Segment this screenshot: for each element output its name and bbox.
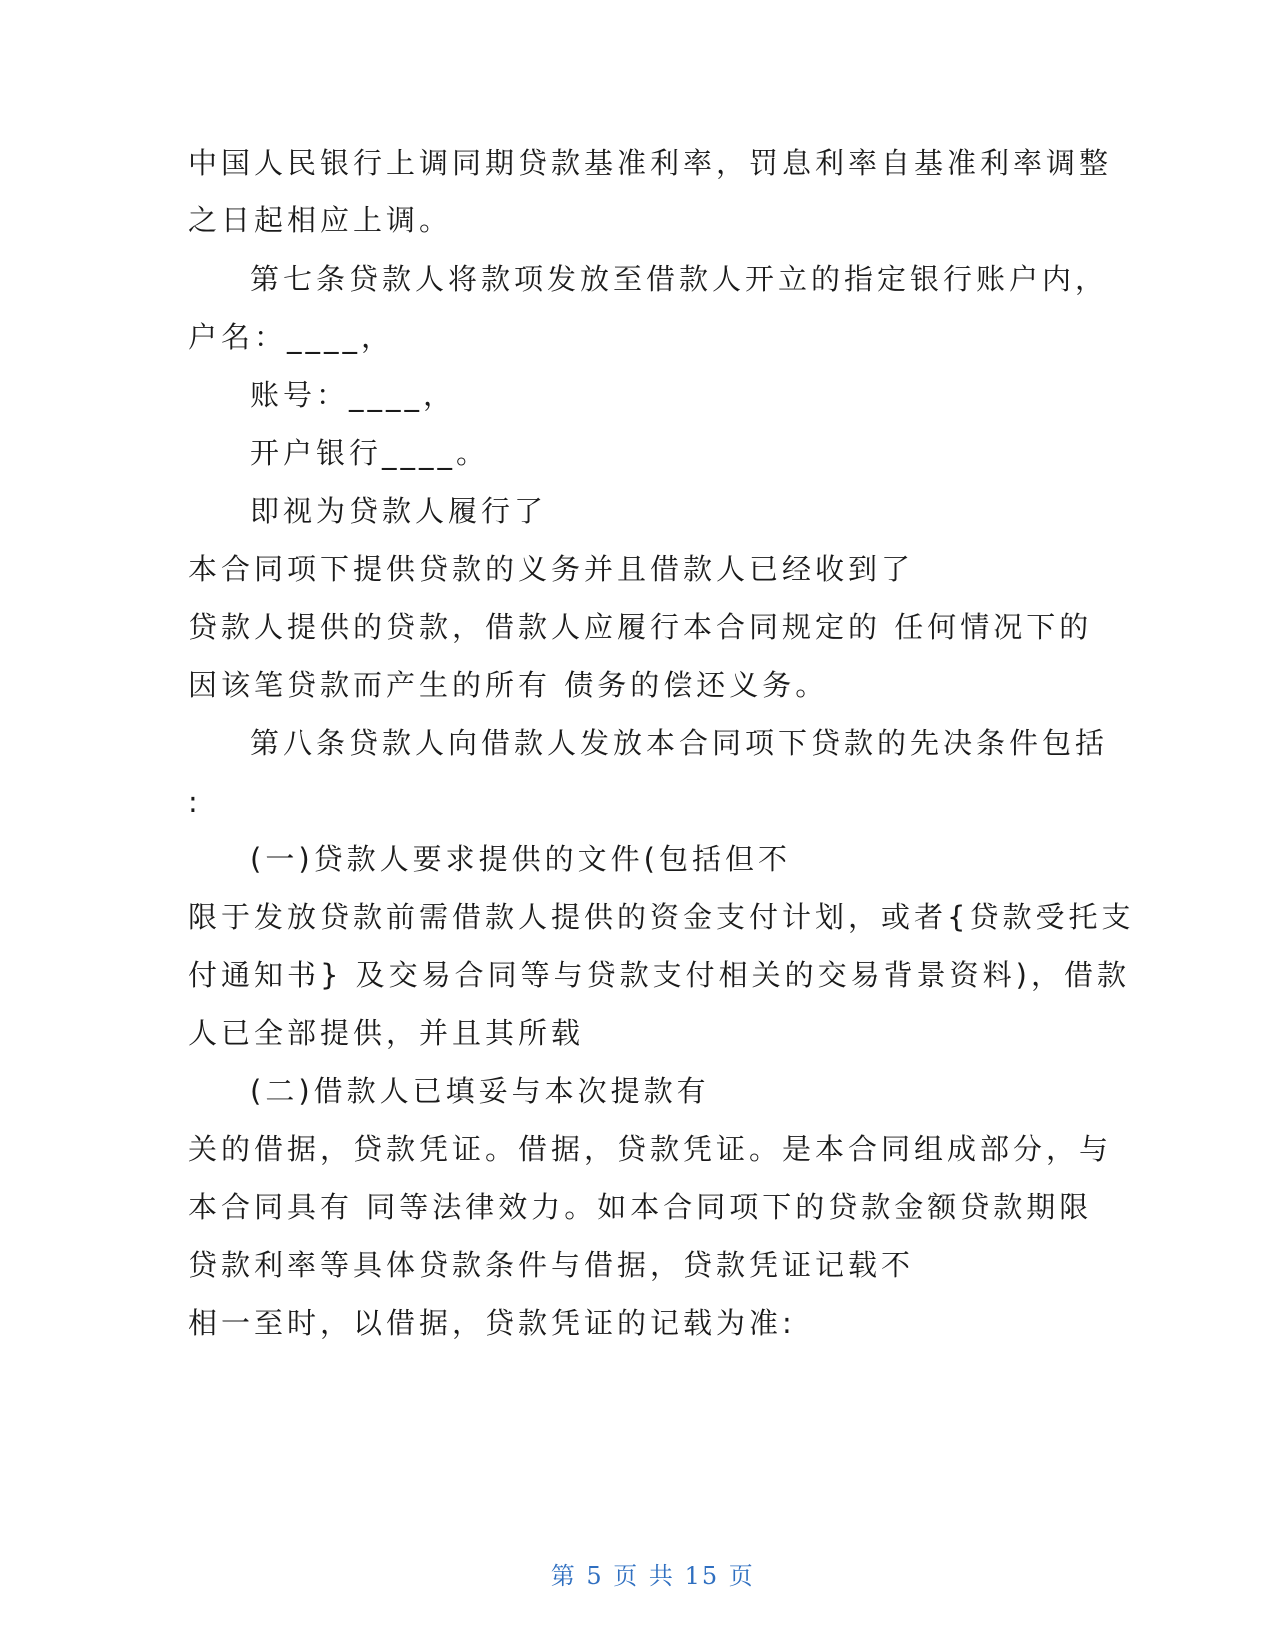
text-line: 户名：____， xyxy=(188,320,395,354)
text-line: 本合同具有 同等法律效力。如本合同项下的贷款金额贷款期限 xyxy=(188,1190,1093,1224)
text-line: 限于发放贷款前需借款人提供的资金支付计划，或者{贷款受托支 xyxy=(188,900,1135,934)
text-line: 贷款利率等具体贷款条件与借据，贷款凭证记载不 xyxy=(188,1248,915,1282)
text-line: 第八条贷款人向借款人发放本合同项下贷款的先决条件包括 xyxy=(250,726,1109,760)
text-line: 开户银行____。 xyxy=(250,436,490,470)
text-line: 账号：____， xyxy=(250,378,457,412)
text-line: (二)借款人已填妥与本次提款有 xyxy=(250,1074,710,1108)
text-line: 相一至时，以借据，贷款凭证的记载为准: xyxy=(188,1306,796,1340)
page-number-label: 第 5 页 共 15 页 xyxy=(550,1562,755,1590)
text-line: : xyxy=(188,785,202,819)
text-line: 中国人民银行上调同期贷款基准利率，罚息利率自基准利率调整 xyxy=(188,146,1113,180)
text-line: 即视为贷款人履行了 xyxy=(250,494,548,528)
text-line: 付通知书} 及交易合同等与贷款支付相关的交易背景资料)，借款 xyxy=(188,958,1130,992)
text-line: 之日起相应上调。 xyxy=(188,203,453,237)
page-number-footer xyxy=(0,1528,1275,1624)
text-line: 人已全部提供，并且其所载 xyxy=(188,1016,585,1050)
text-line: 贷款人提供的贷款，借款人应履行本合同规定的 任何情况下的 xyxy=(188,610,1093,644)
text-line: 第七条贷款人将款项发放至借款人开立的指定银行账户内， xyxy=(250,262,1109,296)
text-line: 因该笔贷款而产生的所有 债务的偿还义务。 xyxy=(188,668,829,702)
text-line: (一)贷款人要求提供的文件(包括但不 xyxy=(250,842,791,876)
text-line: 本合同项下提供贷款的义务并且借款人已经收到了 xyxy=(188,552,915,586)
text-line: 关的借据，贷款凭证。借据，贷款凭证。是本合同组成部分，与 xyxy=(188,1132,1113,1166)
